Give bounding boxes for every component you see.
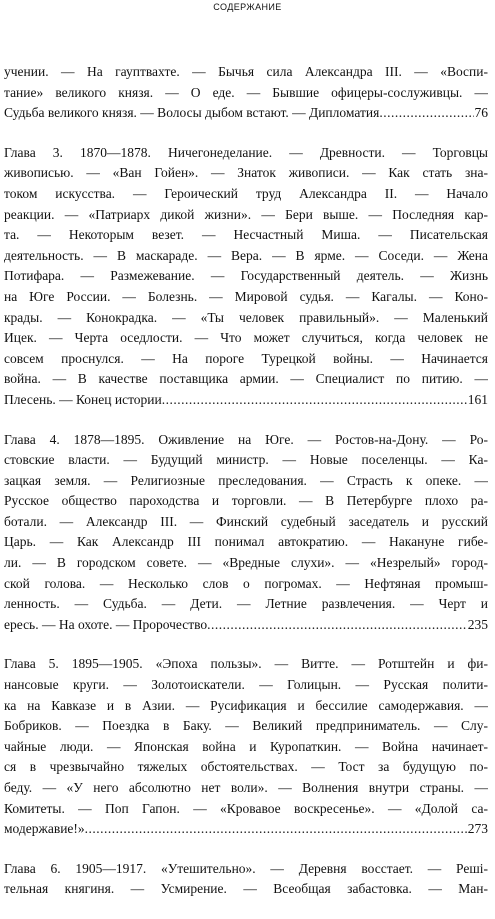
toc-entry-last-line: [4, 390, 488, 411]
toc-entry-line: ся в чрезвычайно тяжелых обстоятельствах. — Тост за будущую по-: [4, 759, 488, 775]
toc-entry-line: на Юге России. — Болезнь. — Мировой судья. — Кагалы. — Коно-: [4, 288, 488, 304]
toc-entry-line: война. — В качестве поставщика армии. — Специалист по питию. —: [4, 371, 488, 387]
toc-entry-line: ботали. — Александр III. — Финский судебный заседатель и русский: [4, 513, 488, 529]
toc-entry: [4, 62, 488, 124]
page-number: 235: [467, 616, 488, 632]
toc-entry-line: Глава 5. 1895—1905. «Эпоха пользы». — Витте. — Ротштейн и фи-: [4, 656, 488, 672]
toc-entry: [4, 654, 488, 839]
dot-leader: [162, 390, 467, 411]
toc-entry-line: живописью. — «Ван Гойен». — Знаток живописи. — Как стать зна-: [4, 165, 488, 181]
toc-entry-line: деятельность. — В маскараде. — Вера. — В ярме. — Соседи. — Жена: [4, 247, 488, 263]
toc-entry-line: тельная княгиня. — Усмирение. — Всеобщая забастовка. — Ман-: [4, 881, 488, 897]
toc-entry-line: учении. — На гауптвахте. — Бычья сила Александра III. — «Воспи-: [4, 64, 488, 79]
page-number: 161: [467, 391, 488, 407]
toc-entry-last-line: [4, 819, 488, 840]
toc-entry-line: Комитеты. — Поп Гапон. — «Кровавое воскресенье». — «Долой са-: [4, 800, 488, 816]
toc-entry-line: совсем проснулся. — На пороге Турецкой войны. — Начинается: [4, 350, 488, 366]
toc-entry-line: крады. — Конокрадка. — «Ты человек правильный». — Маленький: [4, 309, 488, 325]
toc-entry-line: Русское общество пароходства и торговли. — В Петербурге плохо ра-: [4, 493, 488, 509]
toc-entry-line: тание» великого князя. — О еде. — Бывшие офицеры-сослуживцы. —: [4, 84, 488, 100]
toc-entry-line: ка на Кавказе и в Азии. — Русификация и бессилие самодержавия. —: [4, 697, 488, 713]
page-number: 273: [467, 821, 488, 837]
toc-entry-line: стовские власти. — Будущий министр. — Новые поселенцы. — Ка-: [4, 452, 488, 468]
toc-entry-line: Глава 6. 1905—1917. «Утешительно». — Деревня восстает. — Решi-: [4, 860, 488, 876]
toc-entry-line: зацкая земля. — Религиозные преследования. — Страсть к опеке. —: [4, 472, 488, 488]
toc-entry-line: Потифара. — Размежевание. — Государственный деятель. — Жизнь: [4, 268, 488, 284]
toc-entry-last-text: ересь. — На охоте. — Пророчество: [4, 616, 208, 632]
toc-entry-line: Глава 3. 1870—1878. Ничегонеделание. — Древности. — Торговцы: [4, 144, 488, 160]
toc-entry-last-line: [4, 103, 488, 124]
toc-entry-last-line: [4, 615, 488, 636]
toc-entry-line: реакции. — «Патриарх дикой жизни». — Бери выше. — Последняя кар-: [4, 206, 488, 222]
toc-entry-line: нансовые круги. — Золотоискатели. — Голицын. — Русская полити-: [4, 677, 488, 693]
table-of-contents: [4, 62, 488, 919]
page-number: 76: [474, 105, 488, 121]
toc-entry-line: Ицек. — Черта оседлости. — Что может случиться, когда человек не: [4, 330, 488, 346]
toc-entry-last-text: Судьба великого князя. — Волосы дыбом встают. — Дипломатия: [4, 105, 380, 121]
toc-entry-line: ли. — В городском совете. — «Вредные слухи». — «Незрелый» город-: [4, 555, 488, 571]
toc-entry-line: ленность. — Судьба. — Дети. — Летние развлечения. — Черт и: [4, 596, 488, 612]
toc-entry-line: Царь. — Как Александр III понимал автократию. — Накануне гибе-: [4, 534, 488, 550]
dot-leader: [85, 819, 467, 840]
toc-entry-line: беду. — «У него абсолютно нет воли». — Волнения внутри страны. —: [4, 780, 488, 795]
toc-entry-line: чайные люди. — Японская война и Куропаткин. — Война начинает-: [4, 738, 488, 754]
toc-entry: [4, 143, 488, 411]
toc-entry-line: Бобриков. — Поездка в Баку. — Великий предприниматель. — Слу-: [4, 718, 488, 734]
dot-leader: [207, 615, 467, 636]
toc-entry-line: ской голова. — Несколько слов о погромах. — Нефтяная промыш-: [4, 575, 488, 591]
toc-entry-line: Глава 4. 1878—1895. Оживление на Юге. — Ростов-на-Дону. — Ро-: [4, 431, 488, 447]
toc-entry-last-text: Плесень. — Конец истории: [4, 391, 162, 407]
running-header: СОДЕРЖАНИЕ: [213, 2, 282, 12]
dot-leader: [379, 103, 473, 124]
toc-entry: [4, 430, 488, 636]
toc-entry-line: током искусства. — Героический труд Александра II. — Начало: [4, 185, 488, 201]
toc-entry: [4, 859, 488, 900]
toc-entry-line: та. — Некоторым везет. — Несчастный Миша. — Писательская: [4, 227, 488, 243]
toc-entry-last-text: модержавие!»: [4, 821, 85, 837]
